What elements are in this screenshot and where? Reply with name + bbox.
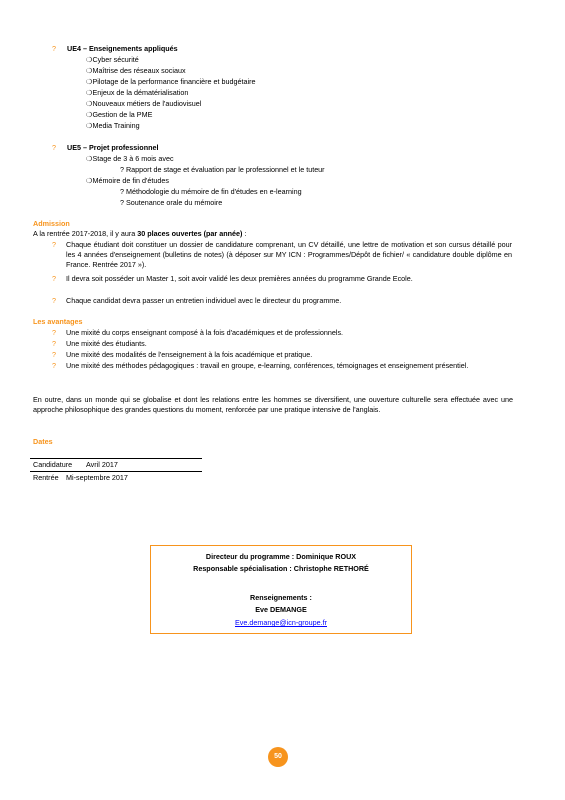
ue4-item: ❍Maîtrise des réseaux sociaux <box>86 66 186 75</box>
dates-heading: Dates <box>33 437 53 446</box>
contact-email-link[interactable]: Eve.demange@icn-groupe.fr <box>235 618 327 627</box>
avantage-1: Une mixité du corps enseignant composé à la fois d'académiques et de professionnels. <box>66 328 344 337</box>
ue4-heading: ? UE4 – Enseignements appliqués <box>52 44 178 53</box>
ue5-memoire-sub-1: ? Méthodologie du mémoire de fin d'études en e-learning <box>120 187 302 196</box>
ue5-memoire: ❍Mémoire de fin d'études <box>86 176 169 185</box>
avantage-3: Une mixité des modalités de l'enseignement à la fois académique et pratique. <box>66 350 313 359</box>
ue5-heading: ? UE5 – Projet professionnel <box>52 143 159 152</box>
contact-name: Eve DEMANGE <box>255 605 307 614</box>
ue4-item: ❍Media Training <box>86 121 140 130</box>
admission-heading: Admission <box>33 219 70 228</box>
dates-table <box>30 458 202 484</box>
director-line: Directeur du programme : Dominique ROUX <box>205 552 357 561</box>
ue5-stage: ❍Stage de 3 à 6 mois avec <box>86 154 174 163</box>
dates-row-candidature: Candidature Avril 2017 <box>30 458 202 471</box>
avantages-heading: Les avantages <box>33 317 83 326</box>
dates-row-rentree: Rentrée Mi-septembre 2017 <box>30 471 202 484</box>
ue4-item: ❍Enjeux de la dématérialisation <box>86 88 189 97</box>
ue4-item: ❍Gestion de la PME <box>86 110 153 119</box>
ue5-stage-sub: ? Rapport de stage et évaluation par le professionnel et le tuteur <box>120 165 325 174</box>
admission-bullet-2: Il devra soit posséder un Master 1, soit avoir validé les deux premières années du programme Grande Ecole. <box>66 274 413 283</box>
contact-box <box>150 545 412 634</box>
ue4-item: ❍Nouveaux métiers de l'audiovisuel <box>86 99 202 108</box>
ue4-item: ❍Pilotage de la performance financière et budgétaire <box>86 77 256 86</box>
page-number: 50 <box>268 747 288 767</box>
ue5-memoire-sub-2: ? Soutenance orale du mémoire <box>120 198 223 207</box>
responsable-line: Responsable spécialisation : Christophe RETHORÉ <box>193 564 369 573</box>
renseignements-line: Renseignements : <box>250 593 312 602</box>
avantage-4: Une mixité des méthodes pédagogiques : travail en groupe, e-learning, conférences, témoignages et enseignement présentiel. <box>66 361 469 370</box>
admission-intro: A la rentrée 2017-2018, il y aura 30 places ouvertes (par année) : <box>33 229 247 238</box>
conclusion-paragraph: En outre, dans un monde qui se globalise et dont les relations entre les hommes se diversifient, une ouverture culturelle sera effectuée avec une approche philosophique des grandes questions du moment, renforcée par une pratique intensive de l'anglais. <box>33 395 513 414</box>
admission-bullet-3: Chaque candidat devra passer un entretien individuel avec le directeur du programme. <box>66 296 342 305</box>
ue4-item: ❍Cyber sécurité <box>86 55 139 64</box>
admission-bullet-1: Chaque étudiant doit constituer un dossier de candidature comprenant, un CV détaillé, une lettre de motivation et son cursus détaillé pour les 4 années d'enseignement (bulletins de notes) (à déposer sur MY ICN : Programmes/Dépôt de fichier/ « candidature double diplôme en France. Rentrée 2017 »). <box>66 240 512 269</box>
avantage-2: Une mixité des étudiants. <box>66 339 147 348</box>
